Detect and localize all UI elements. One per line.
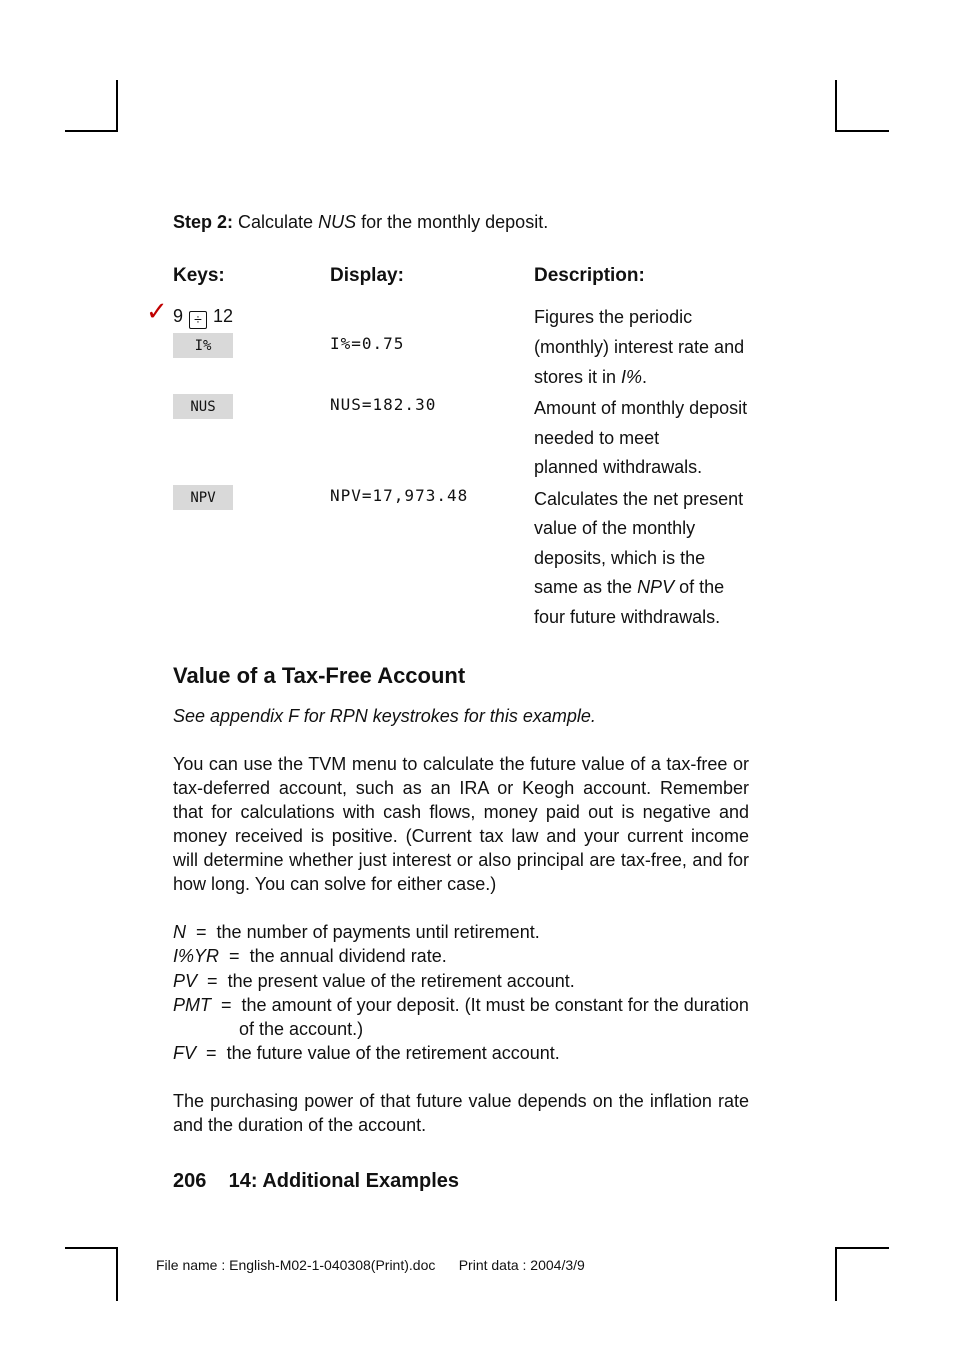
check-mark-icon: ✓ bbox=[146, 296, 168, 326]
def-n-text: the number of payments until retirement. bbox=[216, 922, 540, 942]
page-number: 206 bbox=[173, 1170, 207, 1192]
step-text-pre: Calculate bbox=[238, 212, 319, 232]
softkey-nus[interactable]: NUS bbox=[173, 394, 233, 419]
chapter-title: 14: Additional Examples bbox=[228, 1170, 460, 1192]
step-text-var: NUS bbox=[318, 212, 357, 232]
def-fv-eq: = bbox=[206, 1043, 217, 1063]
row2-desc-line3: planned withdrawals. bbox=[534, 457, 703, 477]
crop-mark-top-left-v bbox=[116, 80, 118, 132]
step-line bbox=[173, 210, 548, 234]
divide-key-icon: ÷ bbox=[189, 311, 207, 329]
row1-display: I%=0.75 bbox=[330, 334, 405, 353]
print-info bbox=[156, 1257, 585, 1273]
crop-mark-top-right-h bbox=[835, 130, 889, 132]
row3-desc4-post: of the bbox=[674, 577, 725, 597]
header-display: Display: bbox=[330, 265, 404, 286]
row1-desc-var: I% bbox=[621, 367, 643, 387]
step-label: Step 2: bbox=[173, 212, 234, 232]
row3-desc-line1: Calculates the net present bbox=[534, 489, 744, 509]
row1-desc-tail: . bbox=[642, 367, 648, 387]
def-pmt-cont: of the account.) bbox=[239, 1019, 364, 1039]
row3-desc-line4 bbox=[534, 575, 724, 599]
def-n-eq: = bbox=[196, 922, 207, 942]
print-date: Print data : 2004/3/9 bbox=[458, 1257, 585, 1273]
def-iyr-eq: = bbox=[229, 946, 240, 966]
crop-mark-top-left-h bbox=[65, 130, 118, 132]
row1-key-12: 12 bbox=[213, 306, 234, 326]
def-iyr bbox=[173, 944, 753, 968]
row1-desc-line1: Figures the periodic bbox=[534, 307, 693, 327]
row2-display: NUS=182.30 bbox=[330, 395, 437, 414]
def-pmt-text: the amount of your deposit. (It must be constant for the duration bbox=[241, 995, 749, 1015]
section-paragraph-2: The purchasing power of that future value depends on the inflation rate and the duration of the account. bbox=[173, 1091, 749, 1135]
row3-desc4-var: NPV bbox=[637, 577, 675, 597]
crop-mark-bottom-right-h bbox=[835, 1247, 889, 1249]
def-fv-text: the future value of the retirement account. bbox=[226, 1043, 560, 1063]
crop-mark-bottom-left-h bbox=[65, 1247, 118, 1249]
row3-desc-line3: deposits, which is the bbox=[534, 548, 706, 568]
header-description: Description: bbox=[534, 265, 645, 286]
row2-desc-line2: needed to meet bbox=[534, 428, 660, 448]
row3-display: NPV=17,973.48 bbox=[330, 486, 469, 505]
def-n bbox=[173, 920, 753, 944]
def-pmt bbox=[173, 993, 753, 1017]
row1-desc-line2: (monthly) interest rate and bbox=[534, 337, 745, 357]
row3-desc-line2: value of the monthly bbox=[534, 518, 696, 538]
def-pv bbox=[173, 969, 753, 993]
def-fv-var: FV bbox=[173, 1043, 197, 1063]
section-note: See appendix F for RPN keystrokes for this example. bbox=[173, 706, 596, 726]
row2-desc-line1: Amount of monthly deposit bbox=[534, 398, 748, 418]
def-pmt-eq: = bbox=[221, 995, 232, 1015]
softkey-npv[interactable]: NPV bbox=[173, 485, 233, 510]
crop-mark-bottom-right-v bbox=[835, 1247, 837, 1301]
page-footer bbox=[173, 1168, 459, 1194]
def-pmt-var: PMT bbox=[173, 995, 211, 1015]
def-pv-var: PV bbox=[173, 971, 198, 991]
crop-mark-top-right-v bbox=[835, 80, 837, 132]
def-pv-text: the present value of the retirement account. bbox=[227, 971, 575, 991]
row3-desc-line5: four future withdrawals. bbox=[534, 607, 721, 627]
section-title: Value of a Tax-Free Account bbox=[173, 663, 466, 688]
def-iyr-text: the annual dividend rate. bbox=[249, 946, 447, 966]
step-text-post: for the monthly deposit. bbox=[356, 212, 549, 232]
row1-desc-line3-text: stores it in bbox=[534, 367, 622, 387]
row1-key-9: 9 bbox=[173, 306, 184, 326]
row3-desc4-pre: same as the bbox=[534, 577, 638, 597]
def-pv-eq: = bbox=[207, 971, 218, 991]
def-n-var: N bbox=[173, 922, 186, 942]
softkey-i-percent[interactable]: I% bbox=[173, 333, 233, 358]
header-keys: Keys: bbox=[173, 265, 225, 286]
def-iyr-var: I%YR bbox=[173, 946, 220, 966]
print-file-name: File name : English-M02-1-040308(Print).doc bbox=[156, 1257, 436, 1273]
crop-mark-bottom-left-v bbox=[116, 1247, 118, 1301]
section-paragraph-1: You can use the TVM menu to calculate the future value of a tax-free or tax-deferred account, such as an IRA or Keogh account. Remember that for calculations with cash flows, money paid out is negative and money received is positive. (Current tax law and your current income will determine whether just interest or also principal are tax-free, and for how long. You can solve for either case.) bbox=[173, 754, 749, 894]
row1-desc-line3 bbox=[534, 365, 647, 389]
def-fv bbox=[173, 1041, 753, 1065]
row1-keys bbox=[173, 304, 233, 329]
